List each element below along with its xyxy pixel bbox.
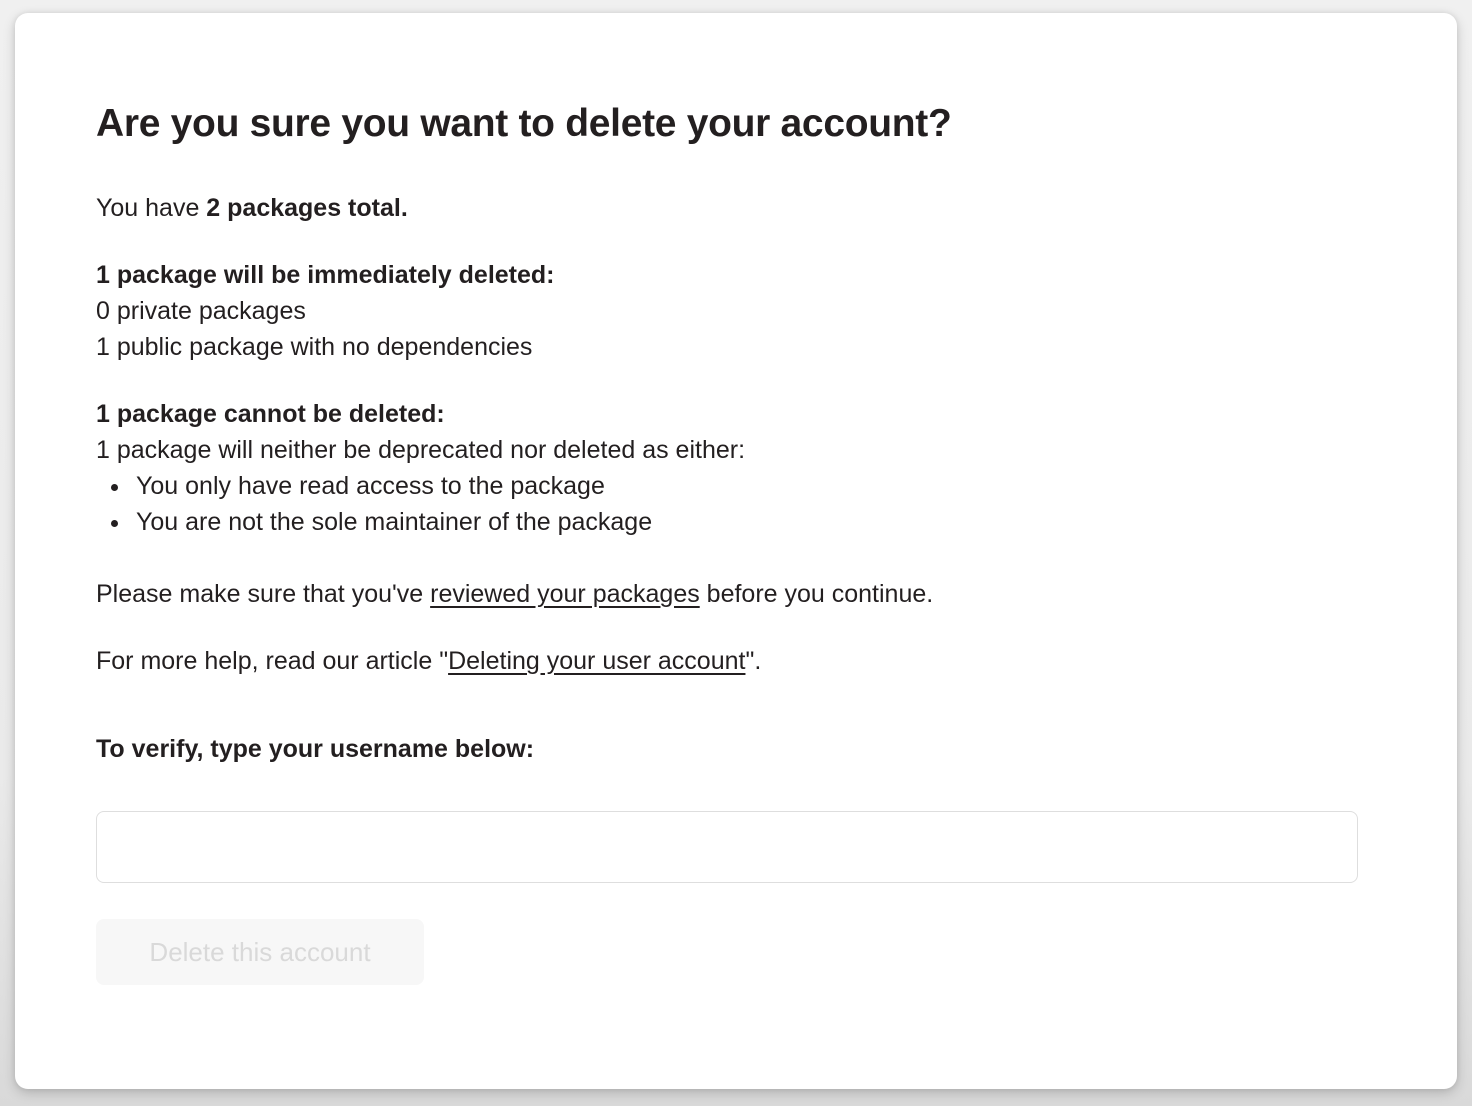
help-note-before: For more help, read our article " (96, 647, 449, 675)
deletable-packages-section (96, 257, 1358, 365)
deletable-line-private: 0 private packages (96, 297, 306, 325)
help-note (96, 643, 1358, 679)
undeletable-packages-section (96, 396, 1358, 468)
undeletable-heading: 1 package cannot be deleted: (96, 400, 445, 428)
delete-account-button[interactable]: Delete this account (96, 919, 424, 985)
review-note-before: Please make sure that you've (96, 580, 431, 608)
username-input[interactable] (96, 811, 1358, 883)
package-summary (96, 190, 1358, 226)
reviewed-packages-link[interactable]: reviewed your packages (430, 580, 700, 608)
undeletable-intro: 1 package will neither be deprecated nor deleted as either: (96, 436, 746, 464)
deleting-account-article-link[interactable]: Deleting your user account (448, 647, 746, 675)
page-title: Are you sure you want to delete your account? (96, 102, 952, 145)
help-note-after: ". (745, 647, 762, 675)
review-note (96, 576, 1358, 612)
list-item: • You are not the sole maintainer of the package (132, 504, 1358, 540)
undeletable-reason-list (96, 468, 1358, 540)
deletable-heading: 1 package will be immediately deleted: (96, 261, 555, 289)
delete-account-dialog (15, 13, 1457, 1089)
summary-count: 2 packages total. (206, 194, 408, 222)
list-item: • You only have read access to the package (132, 468, 1358, 504)
deletable-line-public: 1 public package with no dependencies (96, 333, 533, 361)
verify-instruction: To verify, type your username below: (96, 735, 535, 763)
review-note-after: before you continue. (699, 580, 934, 608)
summary-prefix: You have (96, 194, 207, 222)
